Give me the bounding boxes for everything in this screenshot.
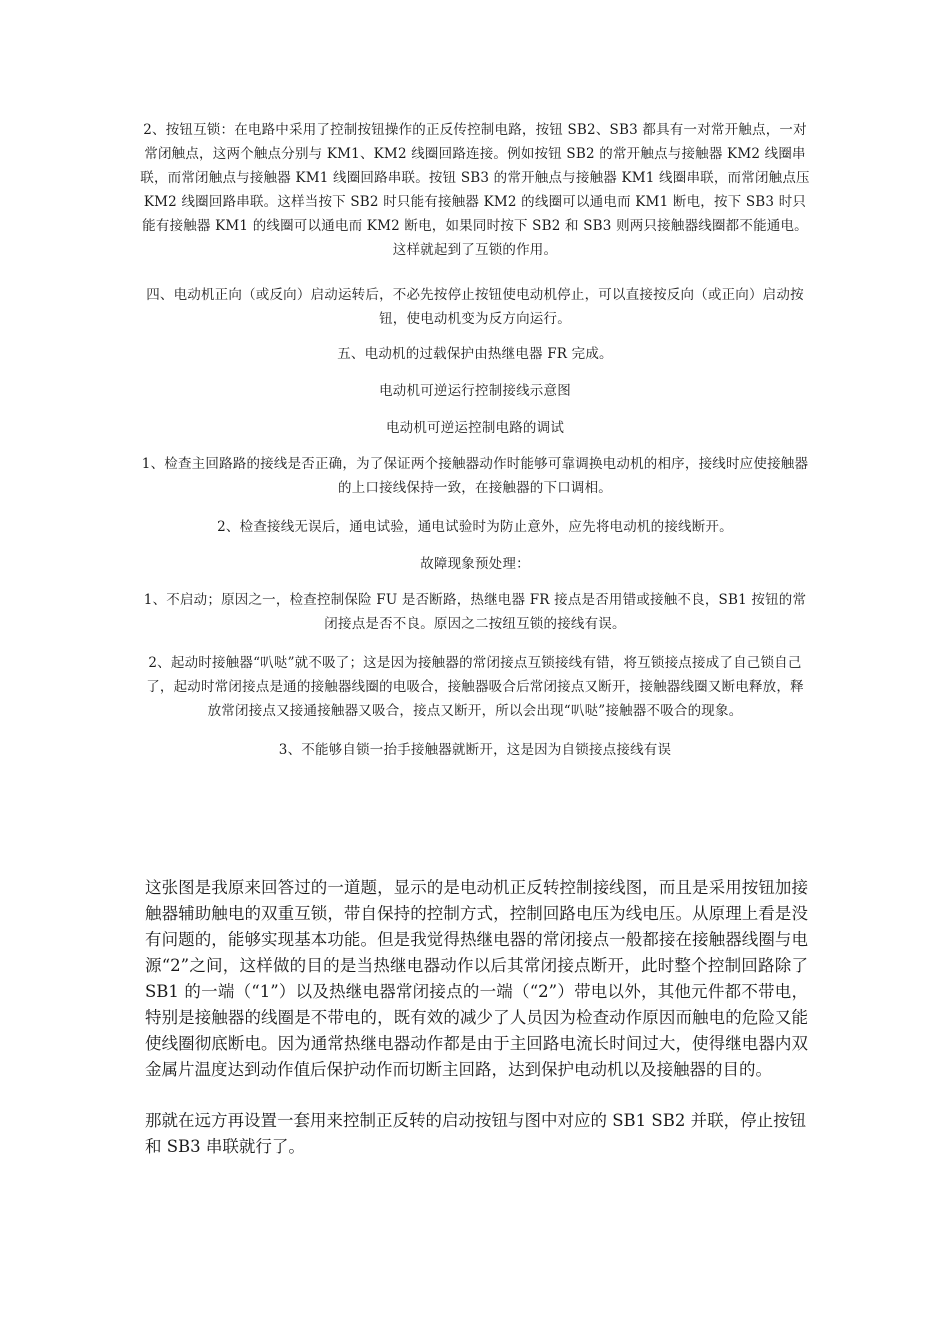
paragraph-answer: 这张图是我原来回答过的一道题，显示的是电动机正反转控制接线图，而且是采用按钮加接触器辅助触电的双重互锁，带自保持的控制方式，控制回路电压为线电压。从原理上看是没有问题的，能够实现基本功能。但是我觉得热继电器的常闭接点一般都接在接触器线圈与电源“2”之间，这样做的目的是当热继电器动作以后其常闭接点断开，此时整个控制回路除了 SB1 的一端（“1”）以及热继电器常闭接点的一端（“2”）带电以外，其他元件都不带电，特别是接触器的线圈是不带电的，既有效的减少了人员因为检查动作原因而触电的危险又能使线圈彻底断电。因为通常热继电器动作都是由于主回路电流长时间过大，使得继电器内双金属片温度达到动作值后保护动作而切断主回路，达到保护电动机以及接触器的目的。: [145, 878, 808, 1079]
debug-step-1: 1、检查主回路路的接线是否正确，为了保证两个接触器动作时能够可靠调换电动机的相序，接线时应使接触器的上口接线保持一致，在接触器的下口调相。: [141, 456, 809, 496]
paragraph-section-four: 四、电动机正向（或反向）启动运转后，不必先按停止按钮使电动机停止，可以直接按反向（或正向）启动按钮，使电动机变为反方向运行。: [146, 287, 804, 327]
heading-circuit-debugging: 电动机可逆运控制电路的调试: [385, 420, 565, 436]
paragraph-button-interlock: 2、按钮互锁：在电路中采用了控制按钮操作的正反传控制电路，按钮 SB2、SB3 都具有一对常开触点，一对常闭触点，这两个触点分别与 KM1、KM2 线圈回路连接。例如按钮 SB2 的常开触点与接触器 KM2 线圈串联，而常闭触点与接触器 KM1 线圈回路串联。按钮 SB3 的常开触点与接触器 KM1 线圈串联，而常闭触点压 KM2 线圈回路串联。这样当按下 SB2 时只能有接触器 KM2 的线圈可以通电而 KM1 断电，按下 SB3 时只能有接触器 KM1 的线圈可以通电而 KM2 断电，如果同时按下 SB2 和 SB3 则两只接触器线圈都不能通电。这样就起到了互锁的作用。: [140, 122, 810, 258]
paragraph-remote-control: 那就在远方再设置一套用来控制正反转的启动按钮与图中对应的 SB1 SB2 并联，停止按钮和 SB3 串联就行了。: [145, 1111, 807, 1156]
fault-item-1: 1、不启动；原因之一，检查控制保险 FU 是否断路，热继电器 FR 接点是否用错或接触不良，SB1 按钮的常闭接点是否不良。原因之二按纽互锁的接线有误。: [143, 592, 807, 632]
heading-fault-handling: 故障现象预处理：: [420, 556, 530, 572]
paragraph-section-five: 五、电动机的过载保护由热继电器 FR 完成。: [337, 346, 613, 362]
heading-wiring-diagram: 电动机可逆运行控制接线示意图: [379, 383, 571, 399]
fault-item-3: 3、不能够自锁一抬手接触器就断开，这是因为自锁接点接线有误: [278, 742, 672, 758]
fault-item-2: 2、起动时接触器“叭哒”就不吸了；这是因为接触器的常闭接点互锁接线有错，将互锁接点接成了自己锁自己了，起动时常闭接点是通的接触器线圈的电吸合，接触器吸合后常闭接点又断开，接触器线圈又断电释放，释放常闭接点又接通接触器又吸合，接点又断开，所以会出现“叭哒”接触器不吸合的现象。: [146, 655, 804, 719]
debug-step-2: 2、检查接线无误后，通电试验，通电试验时为防止意外，应先将电动机的接线断开。: [217, 519, 733, 535]
